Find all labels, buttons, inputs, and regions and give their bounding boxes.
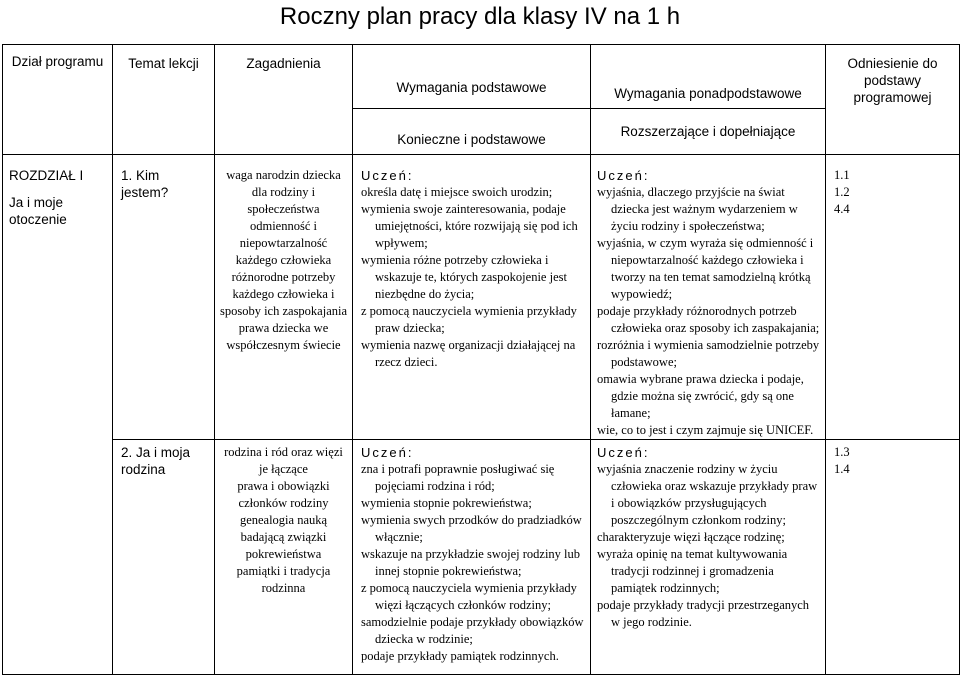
lesson-1-podst-label: Uczeń: xyxy=(361,168,414,183)
lesson-1-podst-item: wymienia swoje zainteresowania, podaje umiejętności, które rozwijają się pod ich wpływem; xyxy=(361,202,578,250)
lesson-1-odniesienie-item: 4.4 xyxy=(834,202,850,216)
lesson-1-ponad-item: omawia wybrane prawa dziecka i podaje, gdzie można się zwrócić, gdy są one łamane; xyxy=(597,372,804,420)
lesson-2-podst-item: zna i potrafi poprawnie posługiwać się pojęciami rodzina i ród; xyxy=(361,462,555,493)
lesson-1-podst xyxy=(353,155,591,440)
lesson-1-zagadnienie: odmienność i niepowtarzalność każdego człowieka xyxy=(235,219,332,267)
lesson-2-podst-item: samodzielnie podaje przykłady obowiązków dziecka w rodzinie; xyxy=(361,615,584,646)
lesson-1-zagadnienie: prawa dziecka we współczesnym świecie xyxy=(226,321,341,352)
lesson-1-podst-item: wymienia nazwę organizacji działającej na rzecz dzieci. xyxy=(361,338,576,369)
lesson-2-zagadnienie: prawa i obowiązki członków rodziny xyxy=(237,479,330,510)
header-odniesienie xyxy=(826,45,960,155)
header-dzial-text: Dział programu xyxy=(11,54,104,69)
lesson-2-podst-label: Uczeń: xyxy=(361,445,414,460)
header-konieczne xyxy=(353,109,591,155)
lesson-1-odniesienie-item: 1.1 xyxy=(834,168,850,182)
lesson-1-zagadnienie: różnorodne potrzeby każdego człowieka i sposoby ich zaspokajania xyxy=(219,270,348,318)
header-temat-text: Temat lekcji xyxy=(128,56,199,71)
lesson-2-zagadnienie: rodzina i ród oraz więzi je łączące xyxy=(224,445,343,476)
header-zagadnienia-text: Zagadnienia xyxy=(246,56,321,71)
page-title: Roczny plan pracy dla klasy IV na 1 h xyxy=(279,3,681,30)
lesson-2-ponad-item: charakteryzuje więzi łączące rodzinę; xyxy=(597,530,785,544)
lesson-1-odniesienie-item: 1.2 xyxy=(834,185,850,199)
lesson-2-ponad-item: wyjaśnia znaczenie rodziny w życiu człowieka oraz wskazuje przykłady praw i obowiązków przysługujących poszczególnym członkom rodziny; xyxy=(597,462,818,527)
lesson-2-podst-item: z pomocą nauczyciela wymienia przykłady więzi łączących członków rodziny; xyxy=(361,581,577,612)
header-rozszerzajace-text: Rozszerzające i dopełniające xyxy=(620,124,796,139)
lesson-2-zagadnienie: pamiątki i tradycja rodzinna xyxy=(236,564,331,595)
lesson-2-odniesienie-item: 1.4 xyxy=(834,462,850,476)
lesson-1-zagadnienie: waga narodzin dziecka dla rodziny i społeczeństwa xyxy=(226,168,341,216)
lesson-1-temat-text: 1. Kim jestem? xyxy=(121,168,169,200)
lesson-2-temat-text: 2. Ja i moja rodzina xyxy=(121,445,191,477)
header-konieczne-text: Konieczne i podstawowe xyxy=(397,132,546,147)
lesson-2-podst xyxy=(353,440,591,675)
lesson-1-ponad xyxy=(591,155,826,440)
header-dzial xyxy=(3,45,113,155)
lesson-1-podst-item: określa datę i miejsce swoich urodzin; xyxy=(361,185,553,199)
lesson-2-ponad xyxy=(591,440,826,675)
header-wym-podst-text: Wymagania podstawowe xyxy=(396,80,547,95)
lesson-1-zagadnienia xyxy=(215,155,353,440)
lesson-2-zagadnienia xyxy=(215,440,353,675)
lesson-1-odniesienie xyxy=(826,155,960,440)
lesson-2-temat xyxy=(113,440,215,675)
lesson-2-zagadnienie: genealogia nauką badającą związki pokrewieństwa xyxy=(239,513,328,561)
header-wym-ponad xyxy=(591,45,826,109)
dzial-subtitle: Ja i moje otoczenie xyxy=(9,195,67,227)
header-rozszerzajace xyxy=(591,109,826,155)
header-odniesienie-text: Odniesienie do podstawy programowej xyxy=(847,56,938,105)
header-wym-ponad-text: Wymagania ponadpodstawowe xyxy=(614,86,802,101)
dzial-cell xyxy=(3,155,113,675)
lesson-1-ponad-item: wyjaśnia, dlaczego przyjście na świat dziecka jest ważnym wydarzeniem w życiu rodziny i społeczeństwa; xyxy=(597,185,798,233)
header-temat xyxy=(113,45,215,155)
lesson-1-ponad-item: wie, co to jest i czym zajmuje się UNICEF. xyxy=(597,423,814,437)
lesson-2-podst-item: wskazuje na przykładzie swojej rodziny lub innej stopnie pokrewieństwa; xyxy=(361,547,581,578)
lesson-1-temat xyxy=(113,155,215,440)
header-row-top xyxy=(3,45,960,109)
lesson-1-ponad-item: podaje przykłady różnorodnych potrzeb człowieka oraz sposoby ich zaspakajania; xyxy=(597,304,820,335)
lesson-2-ponad-item: wyraża opinię na temat kultywowania tradycji rodzinnej i gromadzenia pamiątek rodzinnych; xyxy=(597,547,788,595)
lesson-2-podst-item: podaje przykłady pamiątek rodzinnych. xyxy=(361,649,559,663)
plan-table xyxy=(2,44,960,675)
lesson-1-podst-item: z pomocą nauczyciela wymienia przykłady praw dziecka; xyxy=(361,304,577,335)
lesson-2-podst-item: wymienia swych przodków do pradziadków włącznie; xyxy=(361,513,582,544)
lesson-2-ponad-item: podaje przykłady tradycji przestrzeganych w jego rodzinie. xyxy=(597,598,810,629)
header-wym-podst xyxy=(353,45,591,109)
lesson-1-ponad-label: Uczeń: xyxy=(597,168,650,183)
lesson-1-ponad-item: rozróżnia i wymienia samodzielnie potrzeby podstawowe; xyxy=(597,338,820,369)
lesson-row-2 xyxy=(3,440,960,675)
lesson-2-odniesienie xyxy=(826,440,960,675)
lesson-2-ponad-label: Uczeń: xyxy=(597,445,650,460)
lesson-1-ponad-item: wyjaśnia, w czym wyraża się odmienność i niepowtarzalność każdego człowieka i tworzy na ten temat samodzielną krótką wypowiedź; xyxy=(597,236,814,301)
dzial-title: ROZDZIAŁ I xyxy=(9,168,84,183)
lesson-2-odniesienie-item: 1.3 xyxy=(834,445,850,459)
lesson-2-podst-item: wymienia stopnie pokrewieństwa; xyxy=(361,496,532,510)
lesson-row-1 xyxy=(3,155,960,440)
header-zagadnienia xyxy=(215,45,353,155)
lesson-1-podst-item: wymienia różne potrzeby człowieka i wskazuje te, których zaspokojenie jest niezbędne do życia; xyxy=(361,253,567,301)
